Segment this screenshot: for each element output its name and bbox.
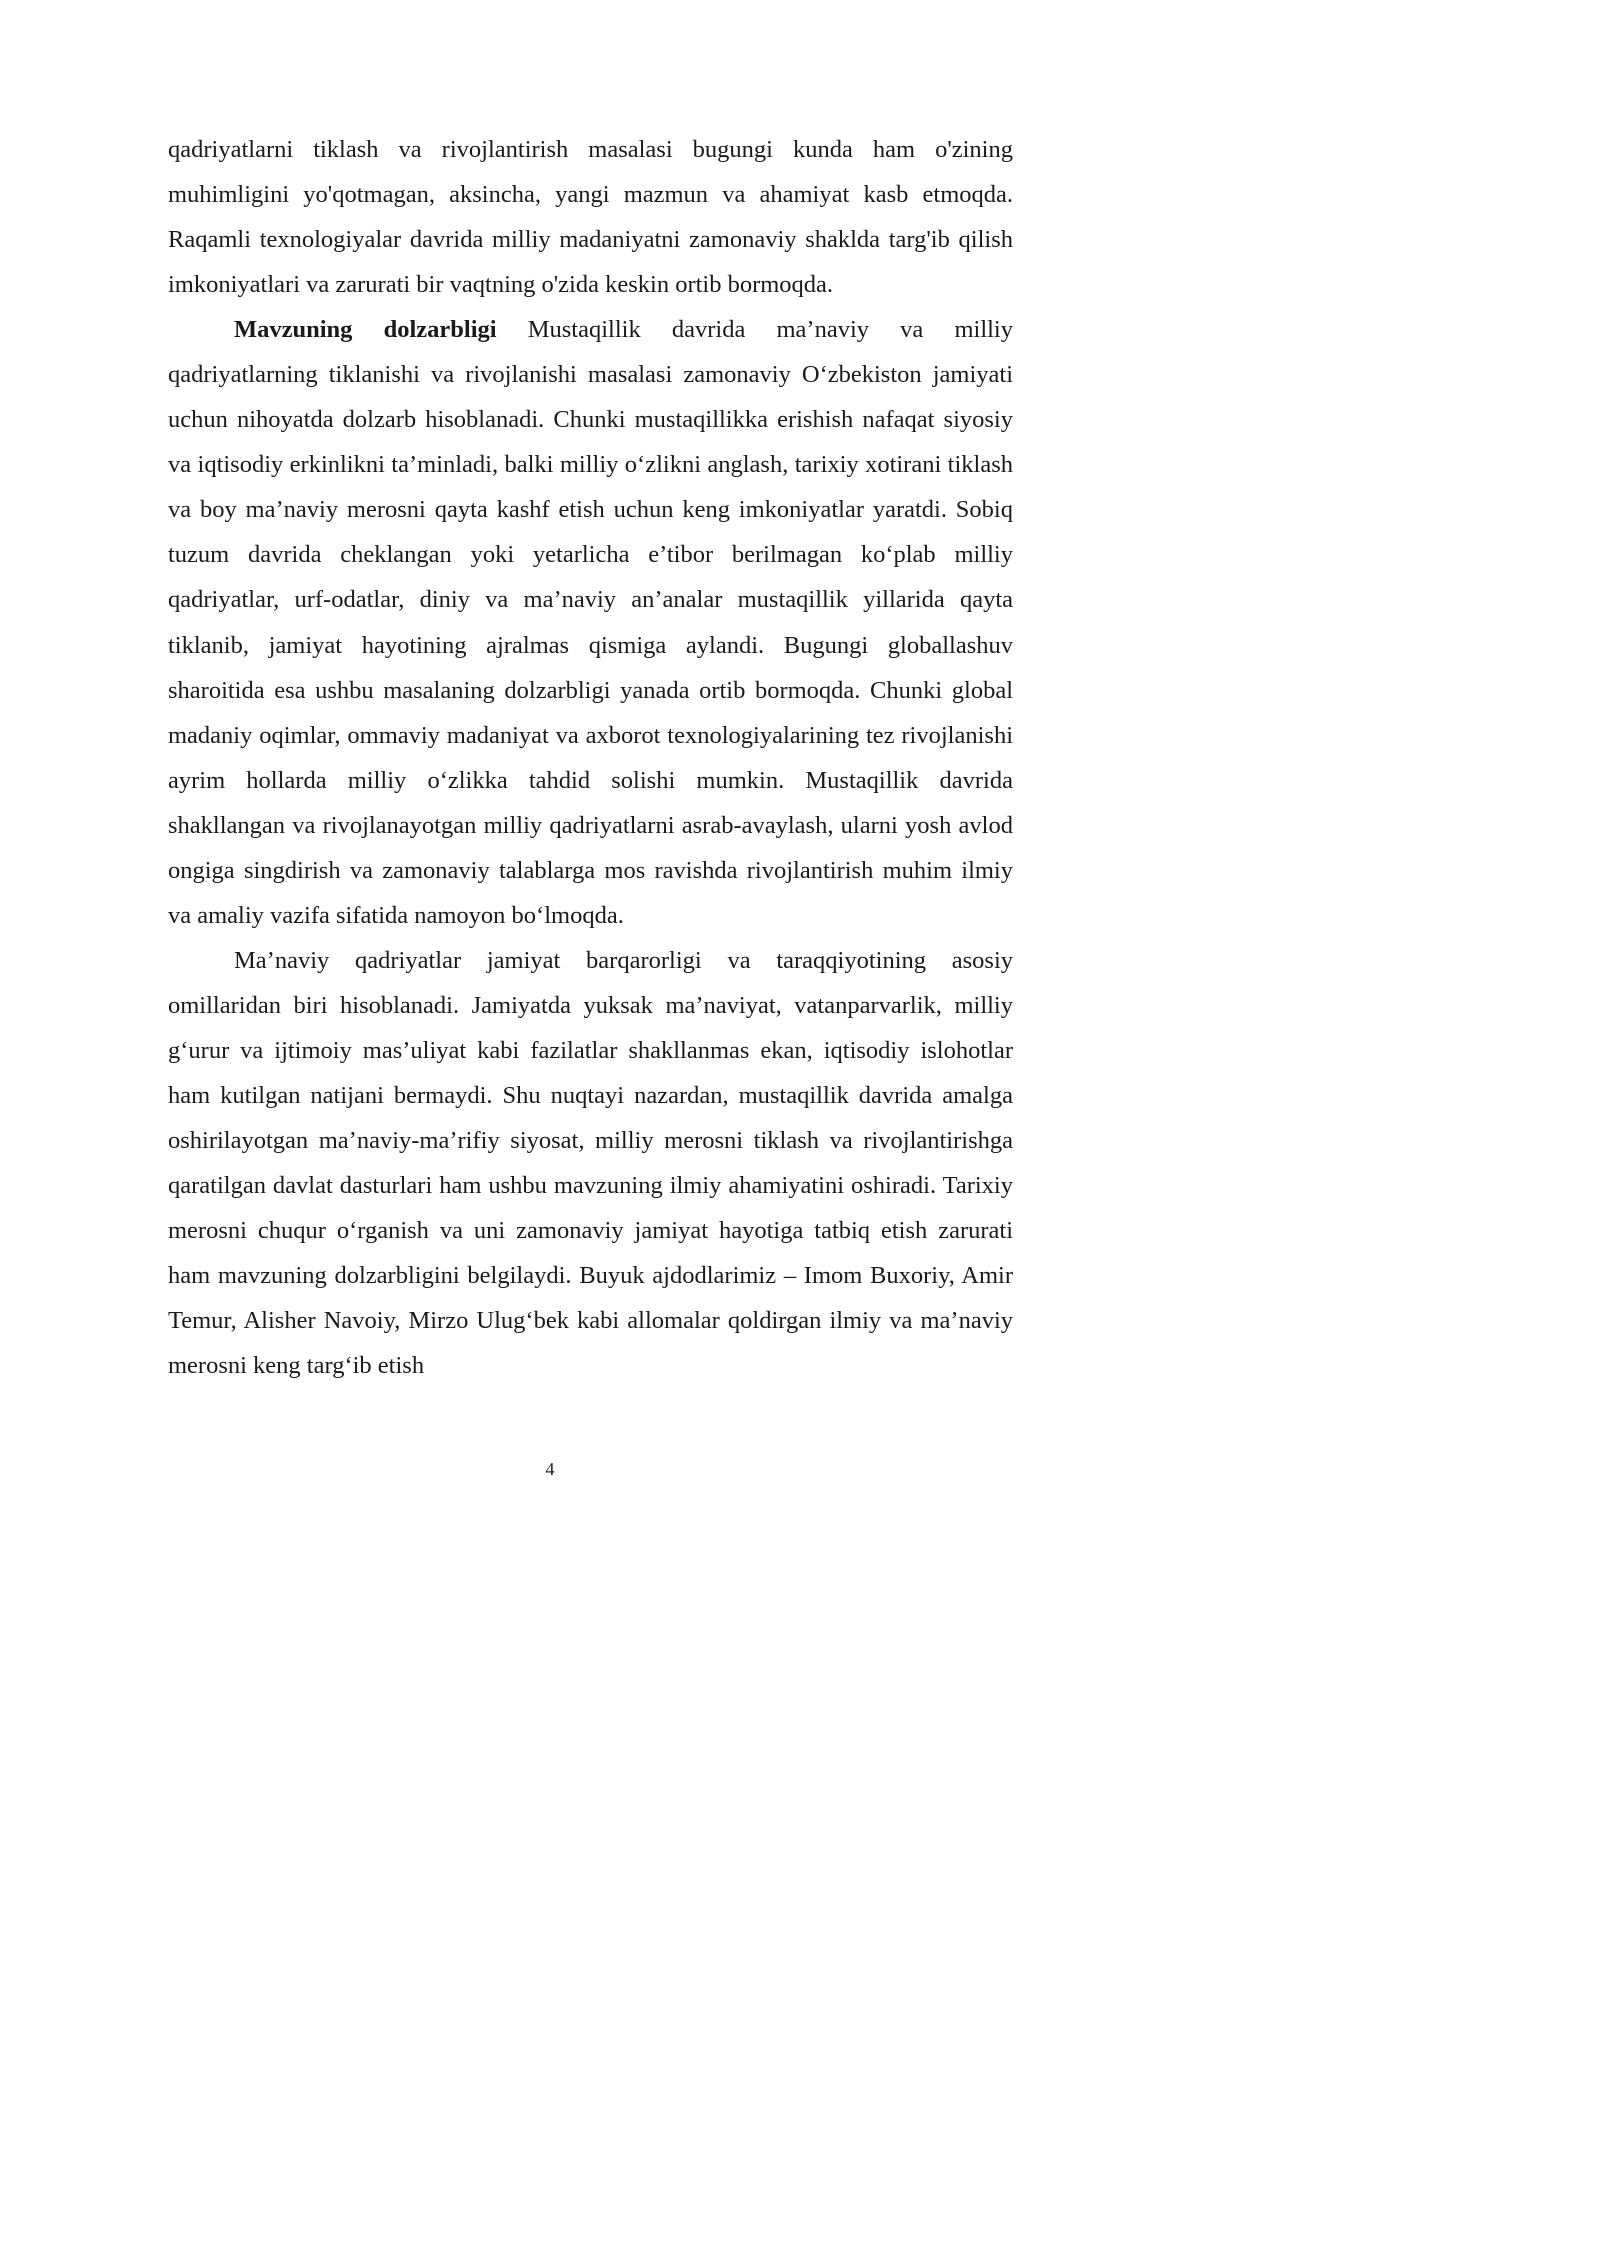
paragraph-relevance: [168, 307, 1013, 938]
paragraph-text: Mustaqillik davrida ma’naviy va milliy qadriyatlarning tiklanishi va rivojlanishi masalasi zamonaviy O‘zbekiston jamiyati uchun nihoyatda dolzarb hisoblanadi. Chunki mustaqillikka erishish nafaqat siyosiy va iqtisodiy erkinlikni ta’minladi, balki milliy o‘zlikni anglash, tarixiy xotirani tiklash va boy ma’naviy merosni qayta kashf etish uchun keng imkoniyatlar yaratdi. Sobiq tuzum davrida cheklangan yoki yetarlicha e’tibor berilmagan ko‘plab milliy qadriyatlar, urf-odatlar, diniy va ma’naviy an’analar mustaqillik yillarida qayta tiklanib, jamiyat hayotining ajralmas qismiga aylandi. Bugungi globallashuv sharoitida esa ushbu masalaning dolzarbligi yanada ortib bormoqda. Chunki global madaniy oqimlar, ommaviy madaniyat va axborot texnologiyalarining tez rivojlanishi ayrim hollarda milliy o‘zlikka tahdid solishi mumkin. Mustaqillik davrida shakllangan va rivojlanayotgan milliy qadriyatlarni asrab-avaylash, ularni yosh avlod ongiga singdirish va zamonaviy talablarga mos ravishda rivojlantirish muhim ilmiy va amaliy vazifa sifatida namoyon bo‘lmoqda.: [168, 316, 1013, 929]
paragraph-text: qadriyatlarni tiklash va rivojlantirish masalasi bugungi kunda ham o'zining muhimligini yo'qotmagan, aksincha, yangi mazmun va ahamiyat kasb etmoqda. Raqamli texnologiyalar davrida milliy madaniyatni zamonaviy shaklda targ'ib qilish imkoniyatlari va zarurati bir vaqtning o'zida keskin ortib bormoqda.: [168, 136, 1013, 299]
paragraph-text: Ma’naviy qadriyatlar jamiyat barqarorligi va taraqqiyotining asosiy omillaridan biri hisoblanadi. Jamiyatda yuksak ma’naviyat, vatanparvarlik, milliy g‘urur va ijtimoiy mas’uliyat kabi fazilatlar shakllanmas ekan, iqtisodiy islohotlar ham kutilgan natijani bermaydi. Shu nuqtayi nazardan, mustaqillik davrida amalga oshirilayotgan ma’naviy-ma’rifiy siyosat, milliy merosni tiklash va rivojlantirishga qaratilgan davlat dasturlari ham ushbu mavzuning ilmiy ahamiyatini oshiradi. Tarixiy merosni chuqur o‘rganish va uni zamonaviy jamiyat hayotiga tatbiq etish zarurati ham mavzuning dolzarbligini belgilaydi. Buyuk ajdodlarimiz – Imom Buxoriy, Amir Temur, Alisher Navoiy, Mirzo Ulug‘bek kabi allomalar qoldirgan ilmiy va ma’naviy merosni keng targ‘ib etish: [168, 946, 1013, 1380]
page-number: 4: [545, 1459, 555, 1479]
paragraph-spiritual-values: [168, 938, 1013, 1388]
document-page: [168, 127, 1013, 1388]
paragraph-intro-continuation: [168, 127, 1013, 307]
section-lead-heading: Mavzuning dolzarbligi: [234, 316, 497, 344]
